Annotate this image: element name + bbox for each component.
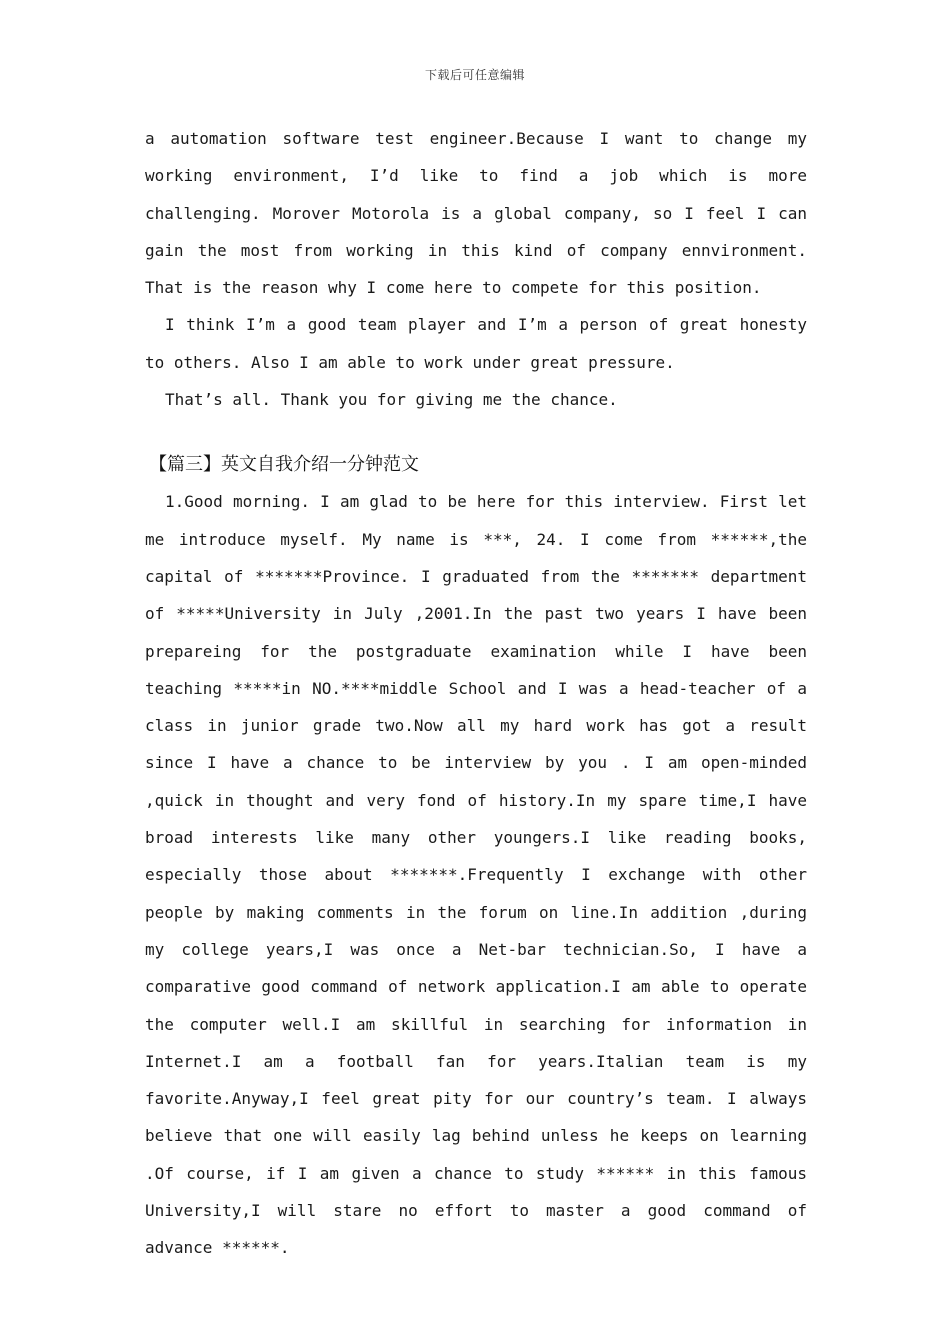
section-body-paragraph: 1.Good morning. I am glad to be here for this interview. First let me introduce myself. My name is ***, 24. I come from ******,the capital of *******Province. I graduated from the ******* department of *****University in July ,2001.In the past two years I have been prepareing for the postgraduate examination while I have been teaching *****in NO.****middle School and I was a head-teacher of a class in junior grade two.Now all my hard work has got a result since I have a chance to be interview by you . I am open-minded ,quick in thought and very fond of history.In my spare time,I have broad interests like many other youngers.I like reading books, especially those about *******.Frequently I exchange with other people by making comments in the forum on line.In addition ,during my college years,I was once a Net-bar technician.So, I have a comparative good command of network application.I am able to operate the computer well.I am skillful in searching for information in Internet.I am a football fan for years.Italian team is my favorite.Anyway,I feel great pity for our country’s team. I always believe that one will easily lag behind unless he keeps on learning .Of course, if I am given a chance to study ****** in this famous University,I will stare no effort to master a good command of advance ******.: [145, 492, 807, 1258]
document-body: [145, 120, 807, 1267]
paragraph-continuation: a automation software test engineer.Because I want to change my working environment, I’d like to find a job which is more challenging. Morover Motorola is a global company, so I feel I can gain the most from working in this kind of company ennvironment. That is the reason why I come here to compete for this position.: [145, 129, 807, 298]
paragraph-team-player: I think I’m a good team player and I’m a person of great honesty to others. Also I am able to work under great pressure.: [145, 315, 807, 372]
page-header-note: 下载后可任意编辑: [424, 68, 525, 82]
section-title: 【篇三】英文自我介绍一分钟范文: [149, 454, 419, 476]
paragraph-closing: That’s all. Thank you for giving me the chance.: [165, 390, 618, 410]
